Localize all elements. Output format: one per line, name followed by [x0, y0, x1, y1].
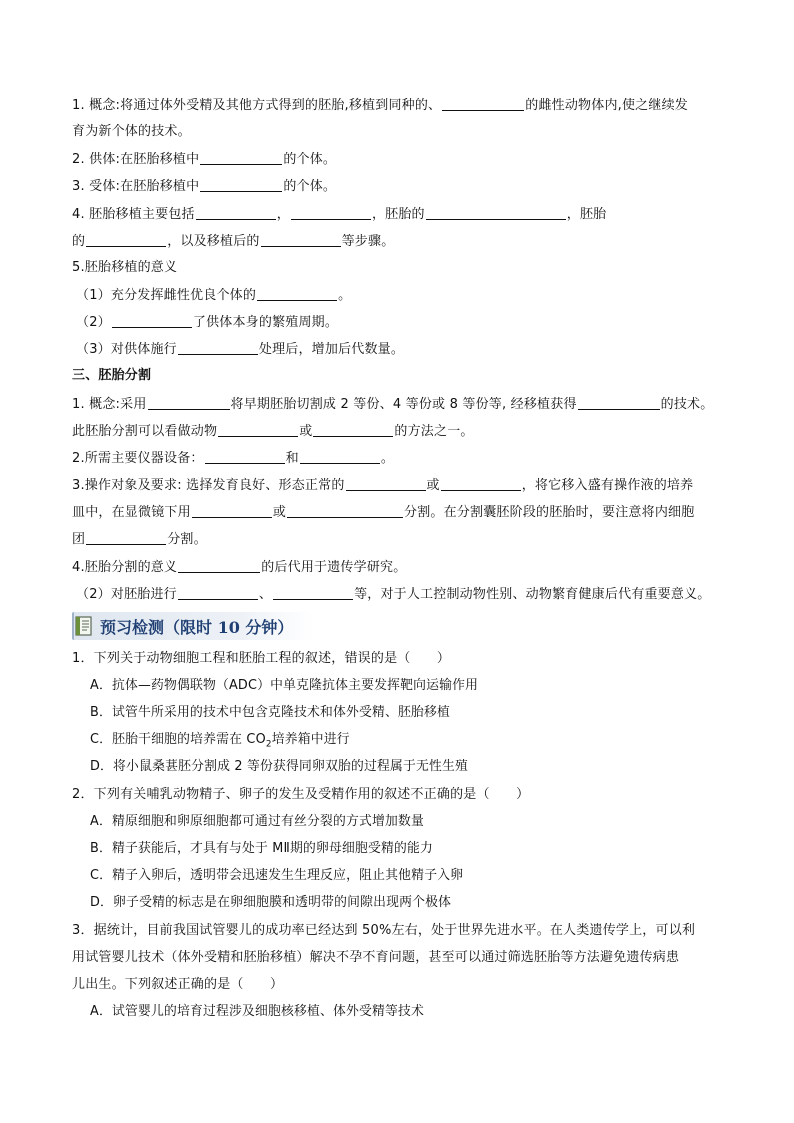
question-2-option-c[interactable]: C．精子入卵后，透明带会迅速发生生理反应，阻止其他精子入卵	[90, 868, 464, 883]
fill-blank[interactable]	[205, 449, 285, 464]
fill-blank[interactable]	[291, 205, 371, 220]
question-3-stem-cont: 用试管婴儿技术（体外受精和胚胎移植）解决不孕不育问题，甚至可以通过筛选胚胎等方法避免遗传病患	[72, 950, 680, 965]
split-concept-cont: 此胚胎分割可以看做动物 或 的方法之一。	[72, 424, 474, 439]
document-icon	[74, 615, 96, 637]
question-3-option-a[interactable]: A．试管婴儿的培育过程涉及细胞核移植、体外受精等技术	[90, 1004, 425, 1019]
question-2-option-a[interactable]: A．精原细胞和卵原细胞都可通过有丝分裂的方式增加数量	[90, 814, 425, 829]
banner-title: 预习检测（限时 10 分钟）	[100, 617, 294, 637]
question-1-option-a[interactable]: A．抗体—药物偶联物（ADC）中单克隆抗体主要发挥靶向运输作用	[90, 678, 479, 693]
fill-blank[interactable]	[178, 340, 258, 355]
fill-blank[interactable]	[442, 96, 524, 111]
question-2-option-d[interactable]: D．卵子受精的标志是在卵细胞膜和透明带的间隙出现两个极体	[90, 895, 452, 910]
significance-heading: 5.胚胎移植的意义	[72, 260, 178, 275]
fill-blank[interactable]	[112, 313, 192, 328]
fill-blank[interactable]	[441, 476, 521, 491]
operation-line: 3.操作对象及要求: 选择发育良好、形态正常的 或 ，将它移入盛有操作液的培养	[72, 478, 694, 493]
fill-blank[interactable]	[196, 205, 276, 220]
fill-blank[interactable]	[273, 585, 353, 600]
question-1-option-b[interactable]: B．试管牛所采用的技术中包含克隆技术和体外受精、胚胎移植	[90, 705, 451, 720]
fill-blank[interactable]	[200, 177, 282, 192]
question-3-stem: 3．据统计，目前我国试管婴儿的成功率已经达到 50%左右，处于世界先进水平。在人类遗传学上，可以利	[72, 923, 696, 938]
fill-blank[interactable]	[86, 530, 166, 545]
section-heading: 三、胚胎分割	[72, 368, 152, 383]
fill-blank[interactable]	[178, 585, 258, 600]
operation-line-end: 团 分割。	[72, 532, 207, 547]
question-2-stem: 2．下列有关哺乳动物精子、卵子的发生及受精作用的叙述不正确的是（ ）	[72, 787, 530, 802]
question-3-stem-end: 儿出生。下列叙述正确的是（ ）	[72, 977, 284, 992]
operation-line-cont: 皿中，在显微镜下用 或 分割。在分割囊胚阶段的胚胎时，要注意将内细胞	[72, 505, 695, 520]
significance-item-1: （1）充分发挥雌性优良个体的 。	[76, 288, 352, 303]
split-concept-line: 1. 概念:采用 将早期胚胎切割成 2 等份、4 等份或 8 等份等, 经移植获得 的技术。	[72, 397, 714, 412]
steps-line: 4. 胚胎移植主要包括 ， ，胚胎的 ，胚胎	[72, 207, 607, 222]
significance-item-2: （2） 了供体本身的繁殖周期。	[76, 315, 339, 330]
split-significance-line: 4.胚胎分割的意义 的后代用于遗传学研究。	[72, 560, 407, 575]
recipient-line: 3. 受体:在胚胎移植中 的个体。	[72, 179, 337, 194]
fill-blank[interactable]	[192, 503, 272, 518]
fill-blank[interactable]	[346, 476, 426, 491]
question-1-stem: 1．下列关于动物细胞工程和胚胎工程的叙述，错误的是（ ）	[72, 651, 451, 666]
concept-line: 1. 概念:将通过体外受精及其他方式得到的胚胎,移植到同种的、 的雌性动物体内,使之继续发	[72, 98, 688, 113]
fill-blank[interactable]	[86, 232, 166, 247]
fill-blank[interactable]	[287, 503, 403, 518]
question-1-option-d[interactable]: D．将小鼠桑葚胚分割成 2 等份获得同卵双胎的过程属于无性生殖	[90, 759, 468, 774]
fill-blank[interactable]	[200, 150, 282, 165]
fill-blank[interactable]	[178, 558, 260, 573]
fill-blank[interactable]	[257, 286, 337, 301]
donor-line: 2. 供体:在胚胎移植中 的个体。	[72, 152, 337, 167]
question-2-option-b[interactable]: B．精子获能后，才具有与处于 MⅡ期的卵母细胞受精的能力	[90, 841, 434, 856]
fill-blank[interactable]	[426, 205, 566, 220]
fill-blank[interactable]	[300, 449, 380, 464]
fill-blank[interactable]	[578, 395, 660, 410]
steps-line-cont: 的 ，以及移植后的 等步骤。	[72, 234, 395, 249]
split-significance-item-2: （2）对胚胎进行 、 等，对于人工控制动物性别、动物繁育健康后代有重要意义。	[76, 587, 711, 602]
section-banner	[72, 612, 312, 640]
fill-blank[interactable]	[261, 232, 341, 247]
equipment-line: 2.所需主要仪器设备： 和 。	[72, 451, 395, 466]
significance-item-3: （3）对供体施行 处理后，增加后代数量。	[76, 342, 405, 357]
question-1-option-c[interactable]: C．胚胎干细胞的培养需在 $CO_2$培养箱中进行	[90, 732, 350, 750]
fill-blank[interactable]	[148, 395, 230, 410]
fill-blank[interactable]	[313, 422, 393, 437]
concept-line-cont: 育为新个体的技术。	[72, 124, 191, 139]
fill-blank[interactable]	[218, 422, 298, 437]
